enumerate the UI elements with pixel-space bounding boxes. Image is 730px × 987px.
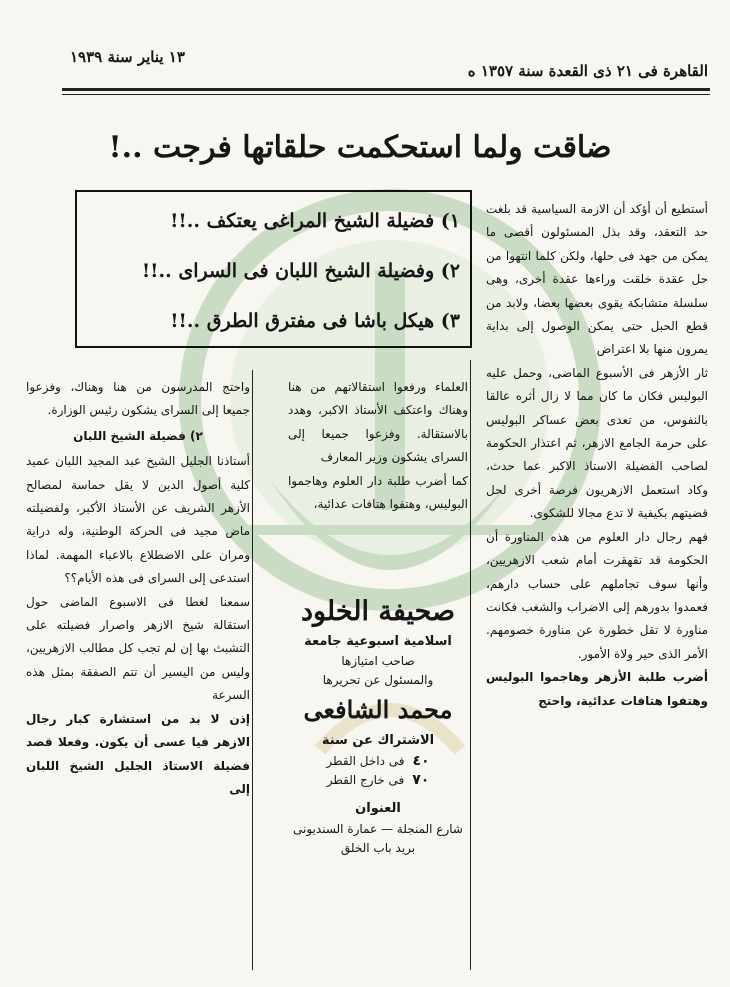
paragraph: أضرب طلبة الأزهر وهاجموا البوليس وهتفوا هتافات عدائية، واحتج [486,670,708,708]
hijri-date: القاهرة فى ٢١ ذى القعدة سنة ١٣٥٧ ه [467,62,708,80]
price-value: ٤٠ [412,753,430,769]
summary-box [75,190,472,348]
masthead-subtitle: اسلامية اسبوعية جامعة [304,634,452,649]
price-row [326,752,429,771]
address-line: بريد باب الخلق [340,841,416,855]
paragraph: أستطيع أن أؤكد أن الازمة السياسية قد بلغت حد التعقد، وقد بذل المسئولون أقصى ما يمكن من جهد فى حلها، ولكن كلما انتهوا من حل عقدة خلقت وراءها عقدة أخرى، وهى سلسلة متشابكة يقوى بعضها بعضا، ولابد من قطع الحبل حتى يمكن الوصول إلى بداية يمرون منها بلا اعتراض [486,202,708,357]
paragraph: كما أضرب طلبة دار العلوم وهاجموا البوليس، وهتفوا هتافات عدائية، [288,473,468,512]
summary-item: ٣) هيكل باشا فى مفترق الطرق ..!! [170,310,460,332]
right-column [486,198,708,713]
header-rule-thin [62,94,710,95]
address-label: العنوان [355,801,401,816]
paragraph: ثار الأزهر فى الأسبوع الماضى، وحمل عليه البوليس فكان ما كان مما لا زال أثره عالقا بالنفوس، من تعدى بعض عساكر البوليس على حرمة الجامع الازهر، ثم اعتذار الحكومة لصاحب الفضيلة الاستاذ الاكبر عما حدث، وكاد استعمل الازهريون فرصة أخرى لحل قضيتهم بكيفية لا تدع مجالا للشكوى. [486,365,708,521]
paragraph: إذن لا بد من استشارة كبار رجال الازهر فيا عسى أن يكون. وفعلا قصد فضيلة الاستاذ الجليل الشيخ اللبان إلى [26,711,250,796]
paragraph: العلماء ورفعوا استقالاتهم من هنا وهناك واعتكف الأستاذ الاكبر، وهدد بالاستقالة. وفزعوا جميعا إلى السراى يشكون وزير المعارف [288,380,468,465]
address-line: شارع المنجلة — عمارة السنديونى [293,822,463,836]
paragraph: فهم رجال دار العلوم من هذه المناورة أن الحكومة قد تقهقرت أمام شعب الازهريين، وأنها سوف تجاملهم على حساب دارهم، فعمدوا بدورهم إلى الاضراب والشغب فكانت مناورة لا تقل خطورة عن مناورة خصومهم. الأمر الذى حير ولاة الأمور. [486,529,708,661]
gregorian-date: ١٣ يناير سنة ١٩٣٩ [70,48,185,66]
section-subhead: ٢) فضيلة الشيخ اللبان [73,428,203,443]
summary-item: ٢) وفضيلة الشيخ اللبان فى السراى ..!! [141,260,460,282]
left-column [26,376,250,801]
masthead [288,592,468,858]
column-rule [470,360,471,970]
masthead-title: صحيفة الخلود [300,596,456,627]
paragraph: أستاذنا الجليل الشيخ عبد المجيد اللبان عميد كلية أصول الدين لا يقل حماسة لمصالح الأزهر الشريف عن الأستاذ الأكبر، ولفضيلته ماض مجيد فى الحركة الوطنية، وله دراية ومران على الاضطلاع بالاعباء المهمة. لماذا استدعى إلى السراى فى هذه الأيام؟؟ [26,454,250,586]
price-value: ٧٠ [412,772,430,788]
price-row [327,771,430,790]
column-rule [252,370,253,970]
subscription-label: الاشتراك عن سنة [321,733,435,748]
price-label: فى داخل القطر [326,754,405,768]
price-label: فى خارج القطر [326,773,405,787]
paragraph: واحتج المدرسون من هنا وهناك، وفزعوا جميعا إلى السراى يشكون رئيس الوزارة. [26,380,250,418]
headline: ضاقت ولما استحكمت حلقاتها فرجت ..! [108,130,612,165]
middle-column [288,376,468,516]
paragraph: سمعنا لغطا فى الاسبوع الماضى حول استقالة شيخ الازهر واصرار فضيلته على التشبث بها إن لم تجب كل مطالب الازهريين، وليس من اليسير أن تتم الصفقة بمثل هذه السرعة [26,594,250,703]
subscription-prices [288,752,468,790]
owner-label: صاحب امتيازها [341,654,415,668]
summary-item: ١) فضيلة الشيخ المراغى يعتكف ..!! [170,210,460,232]
header-rule [62,88,710,91]
editor-label: والمسئول عن تحريرها [322,673,434,687]
owner-name: محمد الشافعى [303,695,453,724]
